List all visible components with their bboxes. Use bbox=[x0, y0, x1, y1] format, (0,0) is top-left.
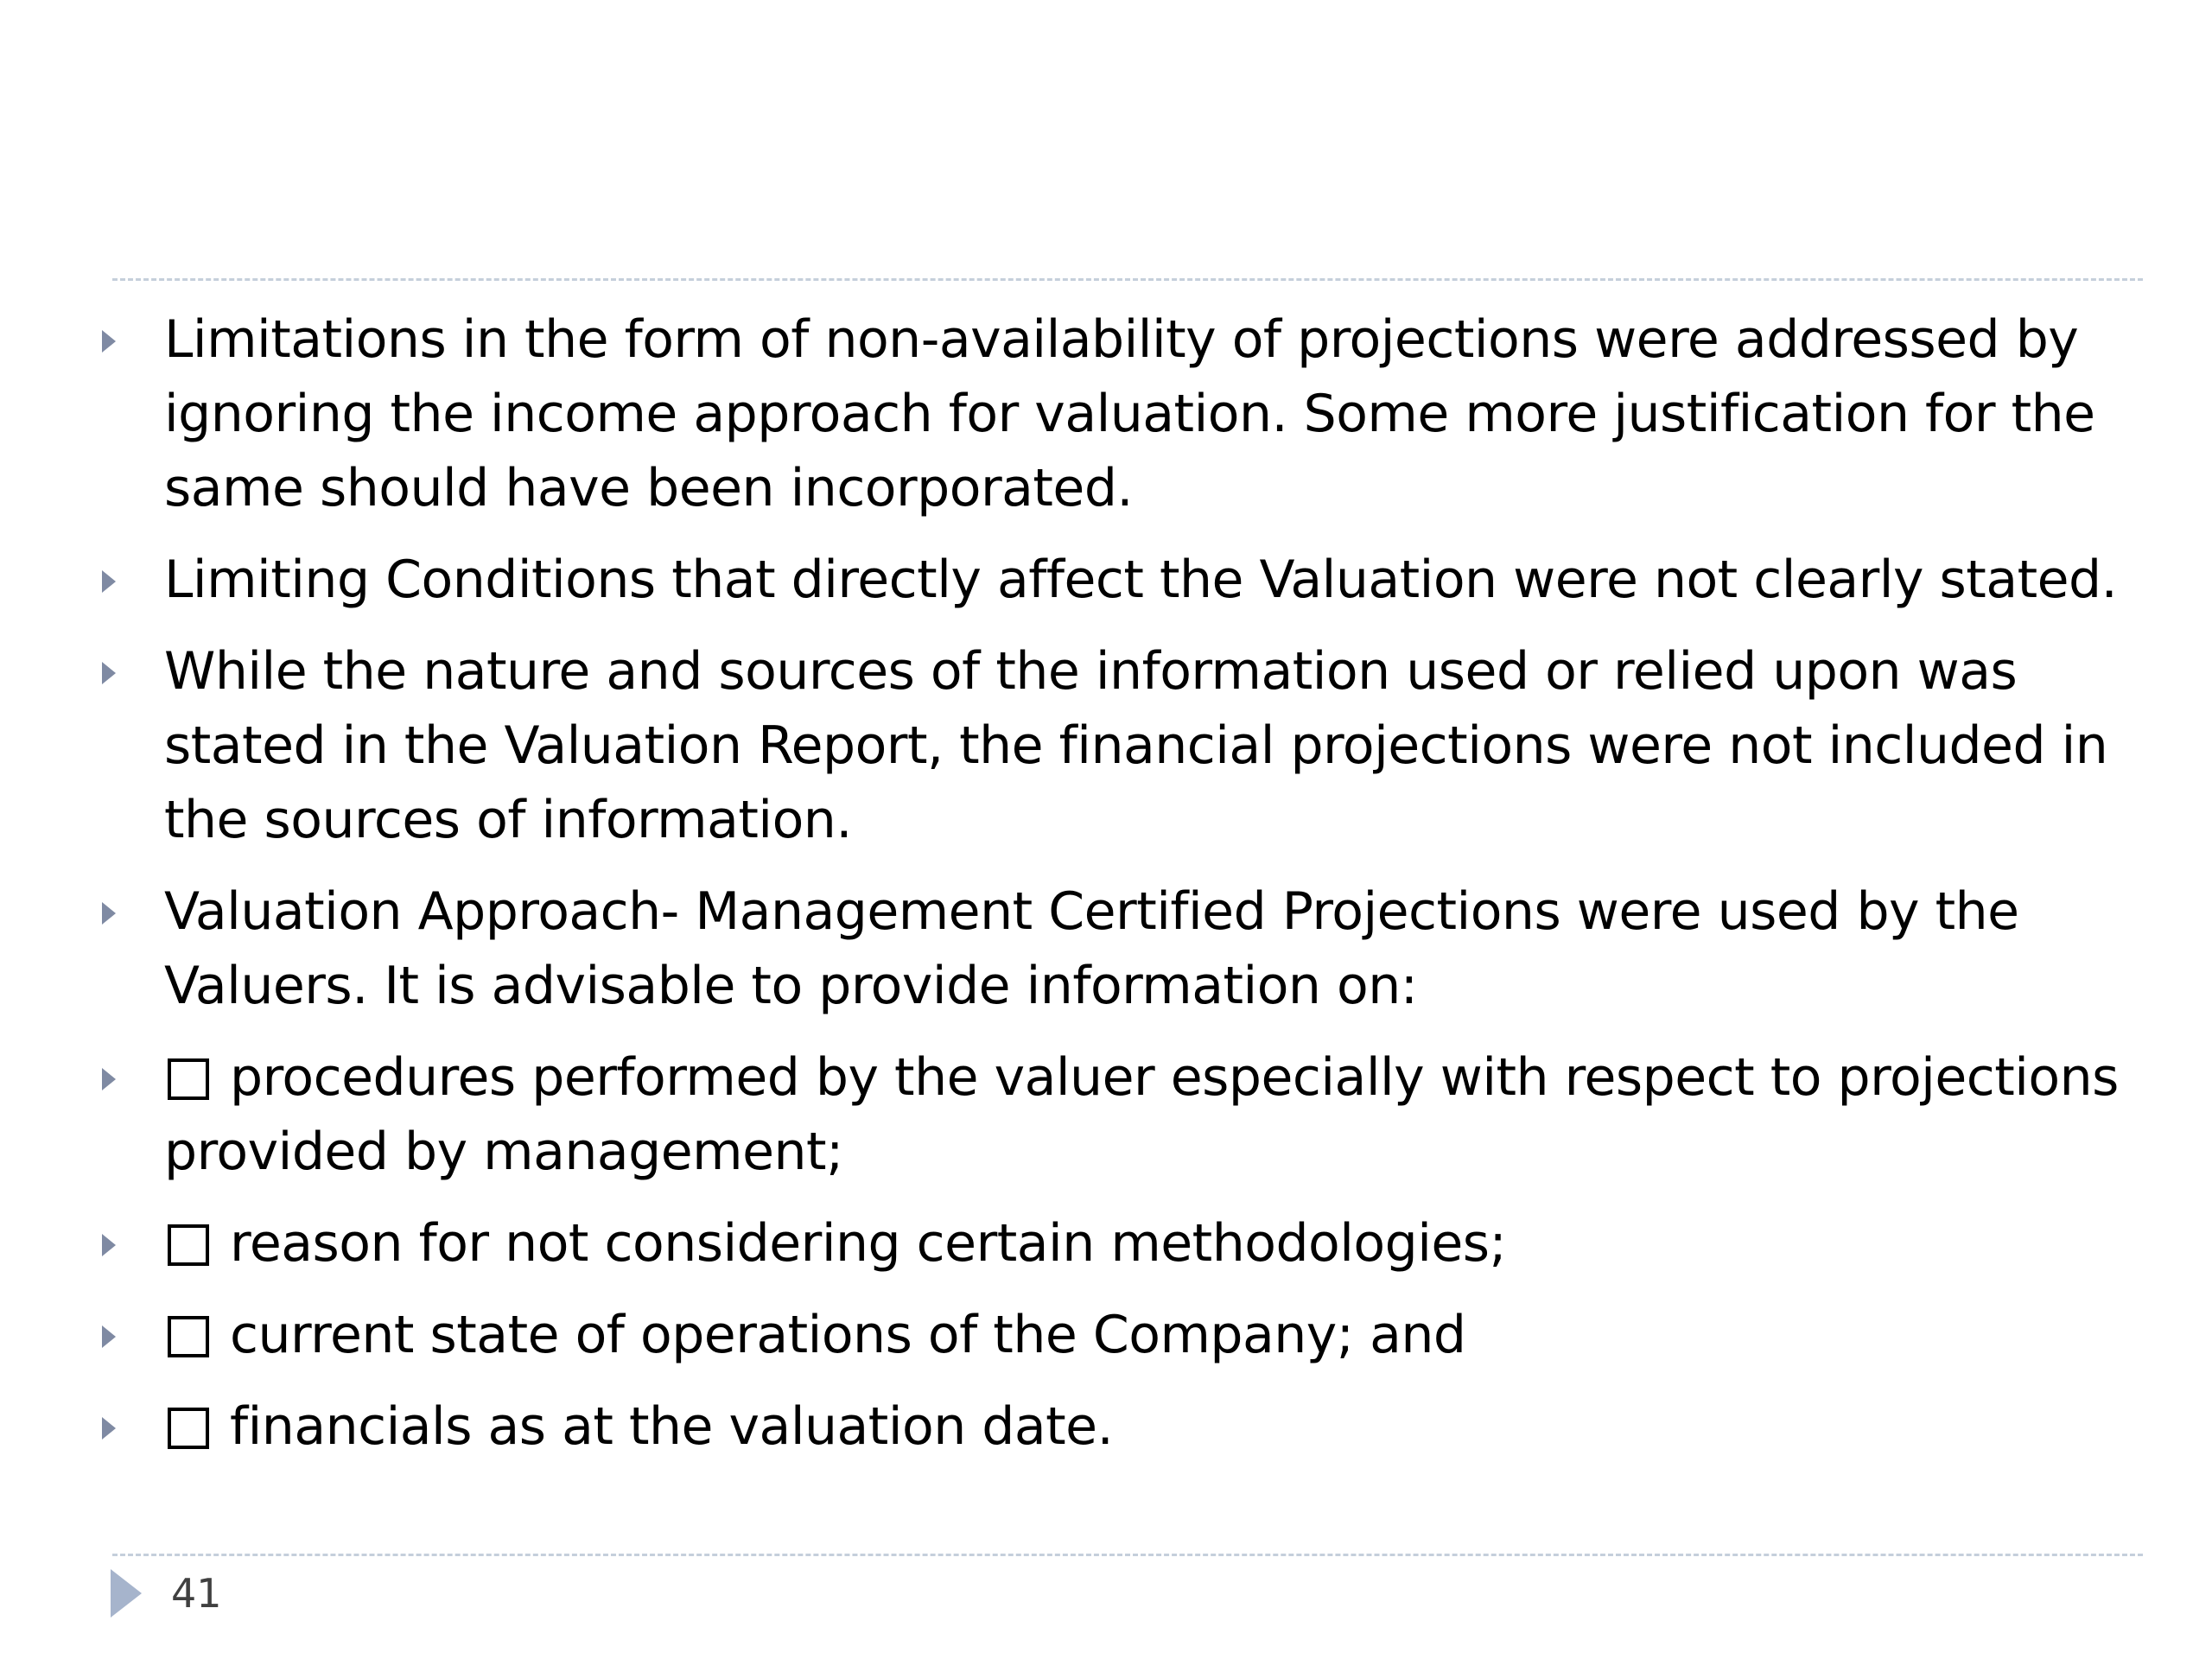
bullet-item bbox=[95, 1040, 2134, 1189]
slide-body bbox=[95, 302, 2134, 1481]
bullet-item bbox=[95, 543, 2134, 617]
top-divider bbox=[112, 278, 2143, 281]
bullet-item bbox=[95, 1389, 2134, 1464]
triangle-right-icon bbox=[102, 570, 116, 593]
triangle-right-icon bbox=[102, 1234, 116, 1256]
bullet-item bbox=[95, 634, 2134, 857]
triangle-right-icon bbox=[102, 330, 116, 353]
bullet-list bbox=[95, 302, 2134, 1464]
bottom-divider bbox=[112, 1554, 2143, 1556]
bullet-text: Limiting Conditions that directly affect the Valuation were not clearly stated. bbox=[164, 550, 2118, 610]
bullet-item bbox=[95, 1298, 2134, 1372]
empty-checkbox-icon bbox=[168, 1408, 209, 1449]
bullet-item bbox=[95, 302, 2134, 525]
empty-checkbox-icon bbox=[168, 1058, 209, 1100]
bullet-item bbox=[95, 874, 2134, 1023]
bullet-text: While the nature and sources of the information used or relied upon was stated in the Valuation Report, the financial projections were not included in the sources of information. bbox=[164, 641, 2108, 850]
triangle-right-icon bbox=[102, 1417, 116, 1440]
bullet-item bbox=[95, 1206, 2134, 1281]
bullet-text: reason for not considering certain methodologies; bbox=[230, 1213, 1507, 1274]
triangle-right-icon bbox=[102, 1325, 116, 1348]
footer-triangle-icon bbox=[111, 1569, 142, 1618]
triangle-right-icon bbox=[102, 662, 116, 684]
bullet-text: Limitations in the form of non-availability of projections were addressed by ignoring the income approach for valuation. Some more justification for the same should have been incorporated. bbox=[164, 309, 2095, 518]
empty-checkbox-icon bbox=[168, 1316, 209, 1357]
bullet-text: current state of operations of the Company; and bbox=[230, 1305, 1466, 1365]
triangle-right-icon bbox=[102, 902, 116, 925]
bullet-text: Valuation Approach- Management Certified Projections were used by the Valuers. It is advisable to provide information on: bbox=[164, 881, 2019, 1016]
bullet-text: procedures performed by the valuer especially with respect to projections provided by management; bbox=[164, 1047, 2119, 1182]
page-number: 41 bbox=[171, 1570, 222, 1617]
triangle-right-icon bbox=[102, 1068, 116, 1090]
empty-checkbox-icon bbox=[168, 1224, 209, 1266]
bullet-text: financials as at the valuation date. bbox=[230, 1396, 1114, 1457]
